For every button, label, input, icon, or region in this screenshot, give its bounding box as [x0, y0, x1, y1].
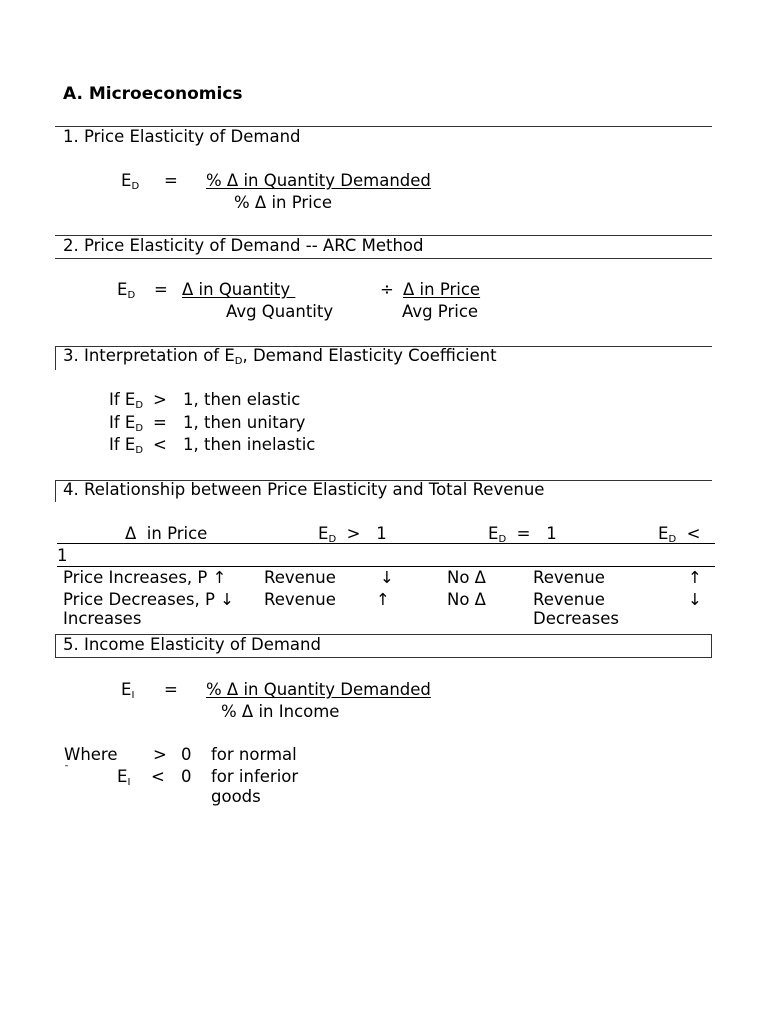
- section-2-heading: 2. Price Elasticity of Demand -- ARC Method: [63, 236, 424, 255]
- section-1-denominator: % Δ in Price: [234, 193, 332, 212]
- row-price-decreases-inelastic-wrap: Decreases: [533, 609, 619, 628]
- inferior-goods-text: for inferior: [211, 767, 299, 786]
- revenue-table-divider: [57, 566, 715, 567]
- unitary-line-operator: =: [153, 413, 167, 432]
- section-5-equals: =: [164, 680, 178, 699]
- section-2-price-denominator: Avg Price: [402, 302, 479, 321]
- row-price-decreases-inelastic: Revenue: [533, 590, 605, 609]
- normal-goods-value: 0: [181, 745, 192, 764]
- elastic-line-text: 1, then elastic: [183, 390, 301, 409]
- section-2-bottom-rule: [55, 258, 712, 259]
- header-elastic: $E_D > 1$: [318, 524, 387, 545]
- page-title: A. Microeconomics: [63, 84, 243, 104]
- section-2-divide-sign: ÷: [380, 280, 394, 299]
- inferior-goods-value: 0: [181, 767, 192, 786]
- section-4-heading: 4. Relationship between Price Elasticity and Total Revenue: [63, 480, 545, 499]
- header-wrapped-digit: 1: [57, 546, 68, 565]
- section-5-numerator: % Δ in Quantity Demanded: [206, 680, 431, 699]
- inferior-goods-lhs: $E_I$: [117, 767, 131, 788]
- row-price-decreases-inelastic-arrow: ↓: [688, 590, 702, 609]
- header-inelastic: $E_D$ <: [658, 524, 701, 545]
- header-price-change: Δ in Price: [125, 524, 208, 543]
- row-price-increases-inelastic-arrow: ↑: [688, 568, 702, 587]
- row-price-increases-unitary: No Δ: [447, 568, 486, 587]
- inelastic-line-operator: <: [153, 435, 167, 454]
- elastic-line-lhs: If $E_D$: [109, 390, 144, 411]
- inelastic-line-text: 1, then inelastic: [183, 435, 316, 454]
- unitary-line-lhs: If $E_D$: [109, 413, 144, 434]
- section-4-left-rule: [55, 480, 56, 502]
- row-price-decreases-label: Price Decreases, P ↓: [63, 590, 234, 609]
- unitary-line-text: 1, then unitary: [183, 413, 306, 432]
- section-3-heading: 3. Interpretation of $E_D$, Demand Elasticity Coefficient: [63, 346, 497, 367]
- section-5-lhs: $E_I$: [121, 680, 135, 701]
- section-2-quantity-numerator: Δ in Quantity: [182, 280, 296, 299]
- revenue-table-header-underline: [57, 543, 715, 544]
- section-2-price-numerator: Δ in Price: [403, 280, 481, 299]
- section-1-lhs: $E_D$: [121, 171, 140, 192]
- normal-goods-text: for normal: [211, 745, 297, 764]
- inferior-goods-text-wrap: goods: [211, 787, 261, 806]
- where-label: Where: [64, 745, 118, 764]
- row-price-decreases-label-wrap: Increases: [63, 609, 142, 628]
- small-mark: ¯: [64, 765, 69, 776]
- row-price-decreases-unitary: No Δ: [447, 590, 486, 609]
- header-unitary: $E_D = 1$: [488, 524, 557, 545]
- where-clause-clip: [0, 740, 768, 806]
- section-1-equals: =: [164, 171, 178, 190]
- section-5-denominator: % Δ in Income: [221, 702, 340, 721]
- inelastic-line-lhs: If $E_D$: [109, 435, 144, 456]
- section-2-lhs: $E_D$: [117, 280, 136, 301]
- elastic-line-operator: >: [153, 390, 167, 409]
- section-2-quantity-denominator: Avg Quantity: [226, 302, 334, 321]
- normal-goods-operator: >: [153, 745, 167, 764]
- section-5-heading: 5. Income Elasticity of Demand: [63, 635, 321, 654]
- row-price-decreases-elastic: Revenue: [264, 590, 336, 609]
- section-2-equals: =: [154, 280, 168, 299]
- row-price-increases-label: Price Increases, P ↑: [63, 568, 227, 587]
- row-price-decreases-elastic-arrow: ↑: [376, 590, 390, 609]
- row-price-increases-elastic: Revenue: [264, 568, 336, 587]
- row-price-increases-inelastic: Revenue: [533, 568, 605, 587]
- section-1-heading: 1. Price Elasticity of Demand: [63, 127, 301, 146]
- section-1-numerator: % Δ in Quantity Demanded: [206, 171, 431, 190]
- row-price-increases-elastic-arrow: ↓: [380, 568, 394, 587]
- section-3-left-rule: [55, 346, 56, 370]
- inferior-goods-operator: <: [151, 767, 165, 786]
